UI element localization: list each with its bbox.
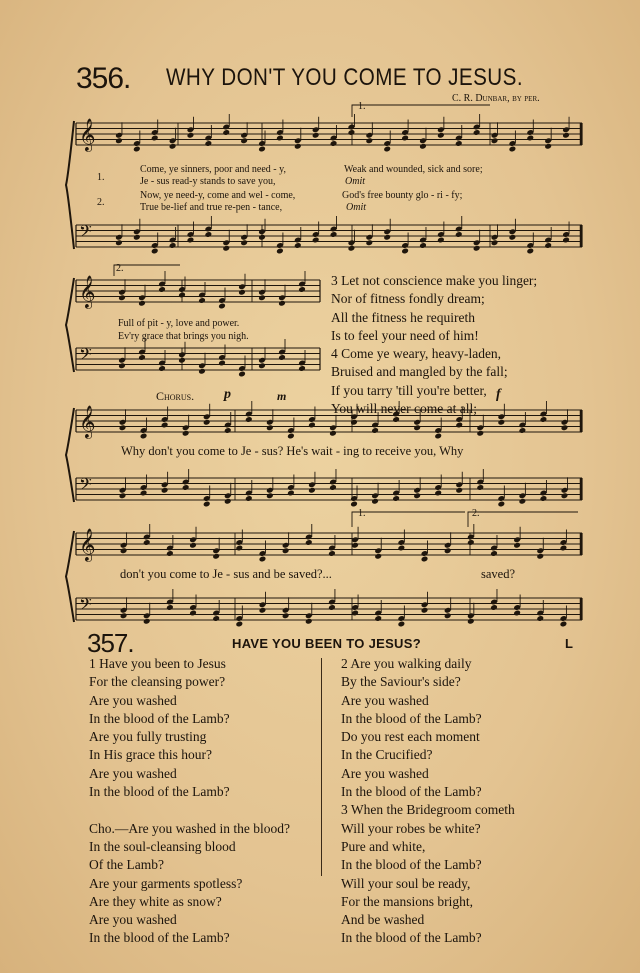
note-head: [540, 495, 548, 502]
note-head: [238, 289, 246, 296]
note-head: [526, 248, 534, 255]
note-head: [562, 132, 570, 139]
note-head: [476, 430, 484, 437]
note-head: [560, 545, 568, 552]
dynamic-f: f: [496, 387, 501, 402]
note-head: [158, 286, 166, 293]
hymn-line: In the blood of the Lamb?: [341, 857, 482, 873]
hymn-line: Pure and white,: [341, 838, 426, 854]
note-head: [182, 484, 190, 491]
hymn-line: In the blood of the Lamb?: [341, 930, 482, 946]
note-head: [182, 430, 190, 437]
treble-clef: 𝄞: [79, 118, 96, 151]
note-head: [329, 430, 337, 437]
hymn-line: Are they white as snow?: [89, 893, 222, 909]
note-head: [205, 140, 213, 147]
bass-clef: 𝄢: [79, 594, 92, 618]
verse-line: Is to feel your need of him!: [331, 327, 479, 343]
chorus-label: Chorus.: [156, 389, 195, 403]
note-head: [371, 498, 379, 505]
chorus-lyric-2: don't you come to Je - sus and be saved?...: [120, 567, 332, 581]
note-head: [434, 433, 442, 440]
note-head: [371, 427, 379, 434]
treble-clef: 𝄞: [79, 405, 96, 438]
note-head: [509, 234, 517, 241]
note-head: [166, 550, 174, 557]
note-head: [133, 234, 141, 241]
verse-line: 3 Let not conscience make you linger;: [331, 273, 538, 288]
note-head: [287, 433, 295, 440]
verse-2-number: 2.: [97, 197, 105, 208]
note-head: [330, 231, 338, 238]
note-head: [258, 362, 266, 369]
hymn-line: Of the Lamb?: [89, 857, 164, 873]
note-head: [328, 604, 336, 611]
note-head: [561, 424, 569, 431]
volta-bracket: [352, 512, 465, 527]
verse-line: You will never come at all;: [331, 401, 477, 417]
note-head: [189, 610, 197, 617]
note-head: [189, 542, 197, 549]
note-head: [259, 607, 267, 614]
note-head: [140, 490, 148, 497]
note-head: [329, 484, 337, 491]
lyric-line-2c: True be-lief and true re-pen - tance,: [140, 202, 283, 213]
note-head: [305, 539, 313, 546]
note-head: [455, 487, 463, 494]
hymn-line: By the Saviour's side?: [341, 674, 461, 690]
hymn-line: Are you washed: [89, 765, 177, 781]
hymn-356-title: WHY DON'T YOU COME TO JESUS.: [166, 64, 523, 91]
hymn-line: 2 Are you walking daily: [341, 656, 472, 671]
note-head: [224, 427, 232, 434]
note-head: [413, 492, 421, 499]
note-head: [240, 239, 248, 246]
note-head: [330, 140, 338, 147]
note-head: [266, 424, 274, 431]
note-head: [203, 419, 211, 426]
hymn-line: [89, 801, 290, 819]
note-head: [276, 135, 284, 142]
hymn-line: In the soul-cleansing blood: [89, 838, 236, 854]
lyric-line-1c: Je - sus read-y stands to save you,: [140, 176, 276, 187]
note-head: [348, 245, 356, 252]
hymn-line: For the cleansing power?: [89, 674, 226, 690]
note-head: [437, 132, 445, 139]
volta-bracket: [114, 265, 180, 276]
note-head: [473, 245, 481, 252]
note-head: [143, 539, 151, 546]
note-head: [328, 550, 336, 557]
note-head: [374, 553, 382, 560]
note-head: [282, 547, 290, 554]
hymn-line: In the blood of the Lamb?: [341, 784, 482, 800]
note-head: [212, 553, 220, 560]
note-head: [143, 618, 151, 625]
note-head: [151, 248, 159, 255]
note-head: [115, 239, 123, 246]
verse-line: Nor of fitness fondly dream;: [331, 291, 485, 307]
note-head: [560, 621, 568, 628]
note-head: [119, 492, 127, 499]
hymn-line: In the blood of the Lamb?: [341, 710, 482, 726]
note-head: [419, 143, 427, 150]
note-head: [467, 618, 475, 625]
note-head: [187, 237, 195, 244]
hymn-line: Cho.—Are you washed in the blood?: [89, 820, 290, 836]
bass-clef: 𝄢: [79, 344, 92, 368]
note-head: [259, 556, 267, 563]
note-head: [401, 248, 409, 255]
note-head: [224, 498, 232, 505]
note-head: [294, 242, 302, 249]
system-brace: [66, 121, 74, 249]
note-head: [222, 129, 230, 136]
hymn-line: 3 When the Bridegroom cometh: [341, 802, 515, 818]
note-head: [437, 237, 445, 244]
note-head: [544, 242, 552, 249]
hymn-line: In the blood of the Lamb?: [89, 710, 230, 726]
treble-clef: 𝄞: [79, 528, 96, 561]
hymn-line: Are you washed: [341, 765, 429, 781]
treble-clef: 𝄞: [79, 275, 96, 308]
note-head: [258, 294, 266, 301]
note-head: [276, 248, 284, 255]
note-head: [312, 237, 320, 244]
note-head: [120, 612, 128, 619]
note-head: [434, 490, 442, 497]
system-brace: [66, 531, 74, 622]
note-head: [398, 621, 406, 628]
note-head: [365, 239, 373, 246]
hymn-356-author: C. R. Dunbar, by per.: [452, 93, 540, 104]
note-head: [383, 234, 391, 241]
hymn-357-right-column: [341, 655, 515, 948]
hymn-line: Will your robes be white?: [341, 820, 481, 836]
note-head: [490, 550, 498, 557]
note-head: [166, 604, 174, 611]
note-head: [218, 360, 226, 367]
hymn-line: Are you washed: [89, 692, 177, 708]
dynamic-p: p: [224, 387, 231, 402]
note-head: [561, 492, 569, 499]
note-head: [287, 490, 295, 497]
hymn-line: 1 Have you been to Jesus: [89, 656, 226, 671]
note-head: [203, 501, 211, 508]
ending-1-label: 1.: [358, 101, 366, 112]
note-head: [392, 495, 400, 502]
note-head: [350, 419, 358, 426]
note-head: [298, 286, 306, 293]
note-head: [198, 368, 206, 375]
hymn-line: Are you washed: [89, 912, 177, 928]
hymn-line: Will your soul be ready,: [341, 875, 471, 891]
chorus-ending-1-label: 1.: [358, 508, 366, 519]
note-head: [308, 422, 316, 429]
hymn-357-title: HAVE YOU BEEN TO JESUS?: [232, 636, 421, 651]
hymn-line: For the mansions bright,: [341, 893, 473, 909]
bass-clef: 𝄢: [79, 221, 92, 245]
note-head: [161, 422, 169, 429]
note-head: [238, 371, 246, 378]
lyric-line-1a: Come, ye sinners, poor and need - y,: [140, 164, 286, 175]
note-head: [455, 140, 463, 147]
note-head: [169, 242, 177, 249]
note-head: [133, 146, 141, 153]
note-head: [308, 487, 316, 494]
note-head: [401, 135, 409, 142]
verse-line: Bruised and mangled by the fall;: [331, 364, 508, 380]
note-head: [398, 545, 406, 552]
system-brace: [66, 408, 74, 502]
volta-bracket: [352, 105, 490, 117]
note-head: [222, 245, 230, 252]
note-head: [490, 604, 498, 611]
ending-2-label: 2.: [116, 263, 124, 274]
hymn-line: Are you fully trusting: [89, 729, 207, 745]
note-head: [258, 146, 266, 153]
note-head: [282, 612, 290, 619]
system-brace: [66, 278, 74, 372]
note-head: [491, 239, 499, 246]
note-head: [348, 129, 356, 136]
note-head: [235, 621, 243, 628]
note-head: [278, 300, 286, 307]
note-head: [266, 492, 274, 499]
note-head: [169, 143, 177, 150]
note-head: [278, 354, 286, 361]
chorus-lyric-3: saved?: [481, 567, 516, 581]
note-head: [476, 484, 484, 491]
note-head: [421, 556, 429, 563]
note-head: [540, 416, 548, 423]
hymn-line: In the blood of the Lamb?: [89, 930, 230, 946]
note-head: [562, 237, 570, 244]
note-head: [413, 424, 421, 431]
note-head: [473, 129, 481, 136]
hymn-line: And be washed: [341, 912, 425, 928]
note-head: [444, 612, 452, 619]
note-head: [455, 231, 463, 238]
note-head: [536, 615, 544, 622]
verse-line: 4 Come ye weary, heavy-laden,: [331, 346, 502, 362]
verses-3-4: [331, 272, 537, 418]
hymn-line: In the blood of the Lamb?: [89, 784, 230, 800]
note-head: [118, 362, 126, 369]
note-head: [138, 354, 146, 361]
note-head: [498, 501, 506, 508]
hymn-line: Are your garments spotless?: [89, 875, 243, 891]
note-head: [544, 143, 552, 150]
note-head: [383, 146, 391, 153]
hymn-357-left-column: [89, 655, 290, 948]
note-head: [519, 498, 527, 505]
hymn-line: Do you rest each moment: [341, 729, 480, 745]
chorus-lyric-1: Why don't you come to Je - sus? He's wait - ing to receive you, Why: [121, 444, 464, 458]
hymn-357-mark: L: [565, 636, 573, 651]
lyric-ending-b: Ev'ry grace that brings you nigh.: [118, 331, 249, 342]
note-head: [498, 419, 506, 426]
note-head: [298, 365, 306, 372]
column-divider: [321, 658, 322, 876]
lyric-line-2d: Omit: [346, 202, 366, 213]
note-head: [120, 547, 128, 554]
note-head: [245, 416, 253, 423]
lyric-line-2a: Now, ye need-y, come and wel - come,: [140, 190, 296, 201]
note-head: [119, 424, 127, 431]
lyric-line-1b: Weak and wounded, sick and sore;: [344, 164, 483, 175]
bass-clef: 𝄢: [79, 474, 92, 498]
note-head: [536, 553, 544, 560]
note-head: [205, 231, 213, 238]
note-head: [161, 487, 169, 494]
verse-line: All the fitness he requireth: [331, 309, 475, 325]
hymn-line: Are you washed: [341, 692, 429, 708]
note-head: [455, 422, 463, 429]
note-head: [235, 545, 243, 552]
note-head: [519, 427, 527, 434]
note-head: [245, 495, 253, 502]
note-head: [218, 303, 226, 310]
note-head: [240, 137, 248, 144]
verse-line: If you tarry 'till you're better,: [331, 382, 487, 398]
hymn-357-number: 357.: [87, 628, 134, 658]
note-head: [212, 615, 220, 622]
note-head: [374, 615, 382, 622]
lyric-ending-a: Full of pit - y, love and power.: [118, 318, 240, 329]
note-head: [419, 242, 427, 249]
note-head: [198, 297, 206, 304]
dynamic-m: m: [277, 389, 287, 403]
hymn-356-number: 356.: [76, 62, 131, 95]
note-head: [509, 146, 517, 153]
lyric-line-2b: God's free bounty glo - ri - fy;: [342, 190, 463, 201]
note-head: [187, 132, 195, 139]
note-head: [467, 539, 475, 546]
note-head: [140, 433, 148, 440]
note-head: [365, 137, 373, 144]
note-head: [294, 143, 302, 150]
note-head: [444, 547, 452, 554]
verse-1-number: 1.: [97, 172, 105, 183]
note-head: [312, 132, 320, 139]
note-head: [158, 365, 166, 372]
note-head: [350, 501, 358, 508]
note-head: [118, 294, 126, 301]
hymn-line: In the Crucified?: [341, 747, 433, 763]
note-head: [115, 137, 123, 144]
lyric-line-1d: Omit: [345, 176, 365, 187]
hymn-line: In His grace this hour?: [89, 747, 212, 763]
chorus-ending-2-label: 2.: [472, 508, 480, 519]
note-head: [491, 137, 499, 144]
note-head: [138, 300, 146, 307]
note-head: [305, 618, 313, 625]
note-head: [421, 607, 429, 614]
note-head: [526, 135, 534, 142]
note-head: [513, 542, 521, 549]
volta-bracket: [468, 512, 578, 527]
note-head: [151, 135, 159, 142]
note-head: [513, 610, 521, 617]
